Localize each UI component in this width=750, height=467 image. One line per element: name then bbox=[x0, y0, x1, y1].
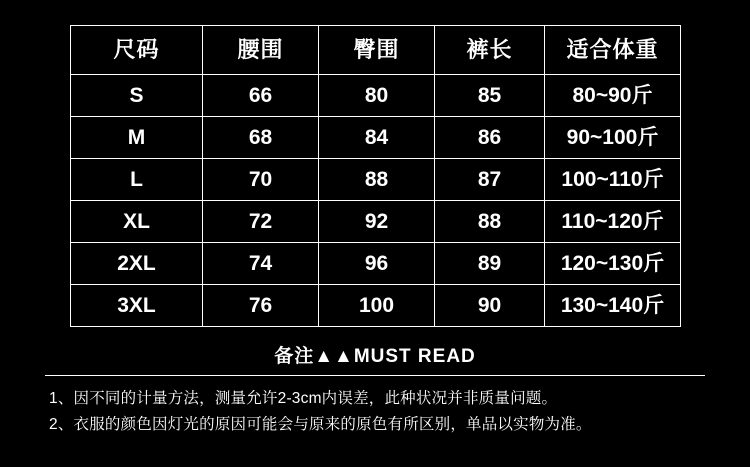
cell-hip: 100 bbox=[319, 285, 435, 327]
table-row bbox=[71, 243, 681, 285]
cell-size: L bbox=[71, 159, 203, 201]
cell-length: 87 bbox=[435, 159, 545, 201]
cell-weight: 90~100斤 bbox=[545, 117, 681, 159]
cell-size: S bbox=[71, 75, 203, 117]
cell-weight: 130~140斤 bbox=[545, 285, 681, 327]
column-header-waist: 腰围 bbox=[203, 26, 319, 75]
column-header-hip: 臀围 bbox=[319, 26, 435, 75]
cell-hip: 80 bbox=[319, 75, 435, 117]
table-row bbox=[71, 117, 681, 159]
cell-waist: 70 bbox=[203, 159, 319, 201]
cell-hip: 96 bbox=[319, 243, 435, 285]
table-row bbox=[71, 75, 681, 117]
size-table bbox=[70, 25, 681, 327]
table-row bbox=[71, 285, 681, 327]
cell-waist: 66 bbox=[203, 75, 319, 117]
table-header-row bbox=[71, 26, 681, 75]
cell-size: 2XL bbox=[71, 243, 203, 285]
cell-length: 88 bbox=[435, 201, 545, 243]
cell-length: 86 bbox=[435, 117, 545, 159]
divider bbox=[45, 375, 705, 376]
cell-weight: 120~130斤 bbox=[545, 243, 681, 285]
cell-length: 89 bbox=[435, 243, 545, 285]
cell-length: 90 bbox=[435, 285, 545, 327]
cell-size: M bbox=[71, 117, 203, 159]
cell-waist: 74 bbox=[203, 243, 319, 285]
notes-section bbox=[45, 341, 705, 437]
cell-length: 85 bbox=[435, 75, 545, 117]
cell-size: XL bbox=[71, 201, 203, 243]
table-row bbox=[71, 201, 681, 243]
cell-waist: 68 bbox=[203, 117, 319, 159]
cell-hip: 88 bbox=[319, 159, 435, 201]
column-header-length: 裤长 bbox=[435, 26, 545, 75]
note-line: 2、衣服的颜色因灯光的原因可能会与原来的原色有所区别，单品以实物为准。 bbox=[49, 415, 592, 433]
column-header-size: 尺码 bbox=[71, 26, 203, 75]
cell-waist: 76 bbox=[203, 285, 319, 327]
table-row bbox=[71, 159, 681, 201]
cell-hip: 84 bbox=[319, 117, 435, 159]
cell-hip: 92 bbox=[319, 201, 435, 243]
cell-weight: 110~120斤 bbox=[545, 201, 681, 243]
note-line: 1、因不同的计量方法，测量允许2-3cm内误差，此种状况并非质量问题。 bbox=[49, 390, 558, 407]
size-table-container bbox=[70, 25, 680, 327]
cell-size: 3XL bbox=[71, 285, 203, 327]
cell-weight: 80~90斤 bbox=[545, 75, 681, 117]
cell-waist: 72 bbox=[203, 201, 319, 243]
cell-weight: 100~110斤 bbox=[545, 159, 681, 201]
notes-title: 备注▲▲MUST READ bbox=[274, 346, 476, 367]
column-header-weight: 适合体重 bbox=[545, 26, 681, 75]
